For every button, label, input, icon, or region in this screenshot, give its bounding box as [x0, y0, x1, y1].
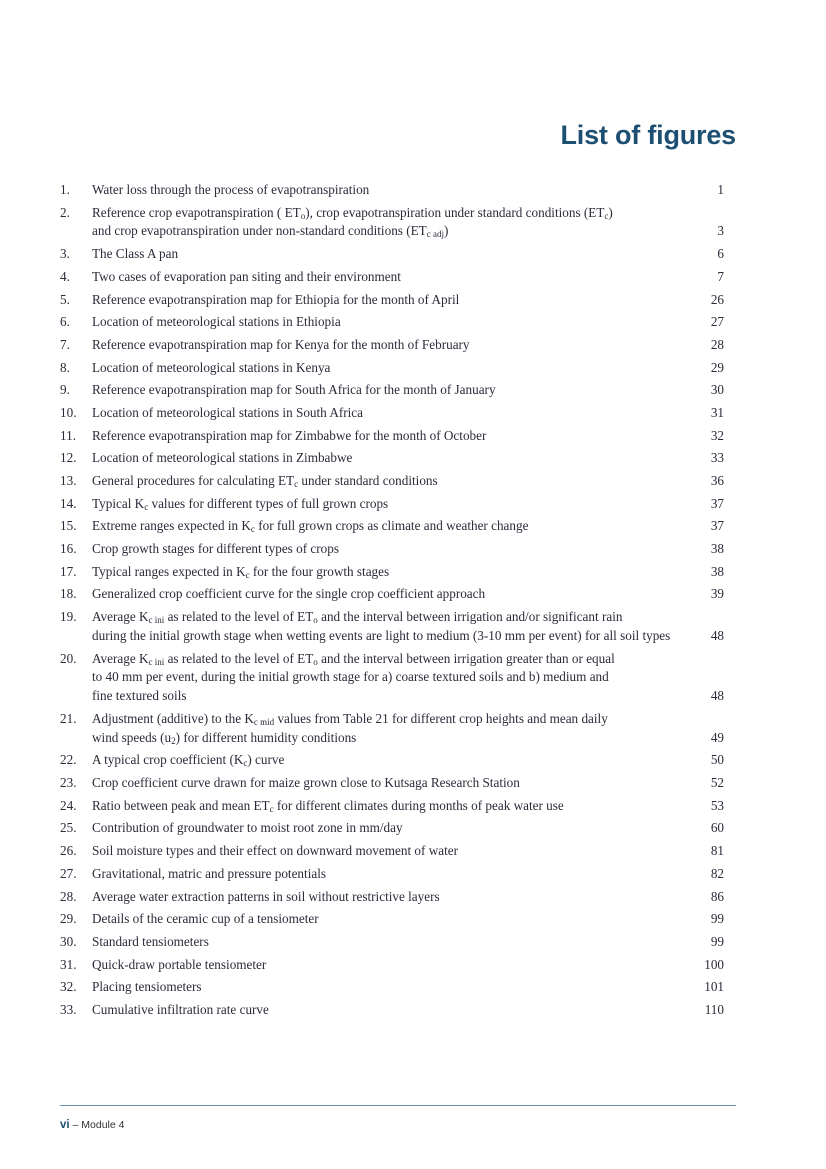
figure-title	[92, 978, 680, 997]
figure-page-number: 48	[710, 627, 724, 643]
figure-title	[92, 336, 680, 355]
figure-number: 3.	[60, 246, 70, 262]
figure-title-line: Cumulative infiltration rate curve	[92, 1001, 269, 1017]
figure-title-line: Location of meteorological stations in Kenya	[92, 359, 331, 375]
figure-number: 12.	[60, 450, 77, 466]
figure-page-number: 101	[704, 979, 724, 995]
figure-number: 25.	[60, 820, 77, 836]
figure-number: 17.	[60, 563, 77, 579]
figure-number: 7.	[60, 336, 70, 352]
figure-entry	[60, 495, 724, 514]
figure-number: 14.	[60, 495, 77, 511]
figure-title	[92, 313, 680, 332]
figure-number: 29.	[60, 911, 77, 927]
figure-title	[92, 563, 680, 582]
figure-title	[92, 427, 680, 446]
figure-title-line: to 40 mm per event, during the initial growth stage for a) coarse textured soils and b) medium and	[92, 669, 609, 685]
figure-page-number: 48	[710, 688, 724, 704]
figure-number: 23.	[60, 775, 77, 791]
figure-page-number: 99	[710, 933, 724, 949]
figure-entry	[60, 313, 724, 332]
figure-title	[92, 842, 680, 861]
figure-title	[92, 472, 680, 491]
figure-title	[92, 865, 680, 884]
figure-title	[92, 245, 680, 264]
figure-number: 28.	[60, 888, 77, 904]
figure-title-line: fine textured soils	[92, 688, 187, 704]
figure-entry	[60, 978, 724, 997]
figure-title-line: Average $K_{c ini}$ as related to the level of $ET_o$ and the interval between irrigation and/or significant rain	[92, 609, 623, 626]
figure-page-number: 37	[710, 518, 724, 534]
figure-page-number: 3	[717, 223, 724, 239]
figure-title	[92, 710, 680, 748]
figure-page-number: 32	[710, 427, 724, 443]
figure-title	[92, 933, 680, 952]
figure-entry	[60, 650, 724, 706]
figure-title	[92, 585, 680, 604]
figure-entry	[60, 751, 724, 770]
figure-title-line: Contribution of groundwater to moist root zone in mm/day	[92, 820, 403, 836]
figure-title	[92, 381, 680, 400]
figure-number: 32.	[60, 979, 77, 995]
figure-entry	[60, 291, 724, 310]
figure-page-number: 86	[710, 888, 724, 904]
figure-entry	[60, 710, 724, 748]
figure-title-line: during the initial growth stage when wetting events are light to medium (3-10 mm per event) for all soil types	[92, 627, 671, 643]
figure-title-line: Reference crop evapotranspiration ( $ET_o$), crop evapotranspiration under standard conditions $(ET_c)$	[92, 204, 613, 221]
figure-page-number: 6	[717, 246, 724, 262]
figure-entry	[60, 381, 724, 400]
figure-entry	[60, 563, 724, 582]
figure-title-line: Placing tensiometers	[92, 979, 202, 995]
figure-number: 9.	[60, 382, 70, 398]
figure-title-line: Adjustment (additive) to the $K_{c mid}$ values from Table 21 for different crop heights and mean daily	[92, 710, 608, 727]
figure-title-line: Reference evapotranspiration map for South Africa for the month of January	[92, 382, 496, 398]
figure-number: 30.	[60, 933, 77, 949]
figure-number: 22.	[60, 752, 77, 768]
page-folio: vi	[60, 1119, 70, 1131]
figure-title-line: A typical crop coefficient $(K_c)$ curve	[92, 752, 285, 769]
figure-title	[92, 204, 680, 242]
figure-number: 2.	[60, 204, 70, 220]
figure-page-number: 60	[710, 820, 724, 836]
figure-page-number: 53	[710, 797, 724, 813]
figure-title-line: Location of meteorological stations in Ethiopia	[92, 314, 341, 330]
figure-title-line: Generalized crop coefficient curve for the single crop coefficient approach	[92, 586, 486, 602]
figure-entry	[60, 774, 724, 793]
figure-title-line: Reference evapotranspiration map for Kenya for the month of February	[92, 336, 470, 352]
figure-title	[92, 650, 680, 706]
figure-number: 1.	[60, 182, 70, 197]
figure-page-number: 39	[710, 586, 724, 602]
figure-number: 5.	[60, 291, 70, 307]
figure-entry	[60, 956, 724, 975]
figure-page-number: 52	[710, 775, 724, 791]
page-footer	[60, 1119, 124, 1131]
figure-title-line: Ratio between peak and mean $ET_c$ for different climates during months of peak water use	[92, 797, 564, 814]
figure-page-number: 30	[710, 382, 724, 398]
figure-title	[92, 404, 680, 423]
figure-number: 15.	[60, 518, 77, 534]
figure-entry	[60, 910, 724, 929]
footer-module: Module 4	[81, 1119, 125, 1131]
figure-title-line: Crop growth stages for different types of crops	[92, 541, 339, 557]
figure-title	[92, 1001, 680, 1020]
figure-title	[92, 888, 680, 907]
figure-title	[92, 291, 680, 310]
figure-entry	[60, 842, 724, 861]
figure-title-line: General procedures for calculating $ET_c$ under standard conditions	[92, 473, 438, 490]
figure-page-number: 7	[717, 268, 724, 284]
figure-title	[92, 910, 680, 929]
figure-title-line: Average $K_{c ini}$ as related to the level of $ET_o$ and the interval between irrigation greater than or equal	[92, 650, 615, 667]
figure-title	[92, 181, 680, 200]
figure-page-number: 1	[717, 182, 724, 197]
figure-title	[92, 797, 680, 816]
figure-title-line: Water loss through the process of evapotranspiration	[92, 182, 370, 197]
figure-title-line: Gravitational, matric and pressure potentials	[92, 865, 327, 881]
figure-number: 33.	[60, 1001, 77, 1017]
figure-entry	[60, 427, 724, 446]
figure-title-line: Typical $K_c$ values for different types of full grown crops	[92, 495, 389, 512]
figure-page-number: 29	[710, 359, 724, 375]
figure-entry	[60, 404, 724, 423]
figure-page-number: 38	[710, 563, 724, 579]
figure-page-number: 33	[710, 450, 724, 466]
figure-entry	[60, 1001, 724, 1020]
figure-number: 26.	[60, 843, 77, 859]
page-title: List of figures	[560, 120, 736, 150]
figure-title-line: Details of the ceramic cup of a tensiometer	[92, 911, 319, 927]
figure-number: 10.	[60, 404, 77, 420]
figure-title-line: The Class A pan	[92, 246, 179, 262]
figure-number: 6.	[60, 314, 70, 330]
figure-title	[92, 819, 680, 838]
footer-separator: –	[72, 1119, 79, 1131]
figure-title	[92, 774, 680, 793]
figure-page-number: 100	[704, 956, 724, 972]
figure-number: 16.	[60, 541, 77, 557]
figure-title-line: Standard tensiometers	[92, 933, 209, 949]
figure-title	[92, 751, 680, 770]
figure-entry	[60, 472, 724, 491]
figure-title	[92, 495, 680, 514]
figure-entry	[60, 181, 724, 200]
figure-entry	[60, 608, 724, 646]
figure-entry	[60, 336, 724, 355]
figure-entry	[60, 268, 724, 287]
figure-page-number: 99	[710, 911, 724, 927]
figure-number: 18.	[60, 586, 77, 602]
figure-title-line: Quick-draw portable tensiometer	[92, 956, 267, 972]
figure-number: 13.	[60, 473, 77, 489]
figure-entry	[60, 517, 724, 536]
figure-page-number: 50	[710, 752, 724, 768]
figure-entry	[60, 797, 724, 816]
figure-entry	[60, 540, 724, 559]
figure-title	[92, 268, 680, 287]
figure-title-line: Location of meteorological stations in Zimbabwe	[92, 450, 353, 466]
figure-list	[60, 181, 724, 1024]
figure-entry	[60, 819, 724, 838]
figure-entry	[60, 888, 724, 907]
figure-entry	[60, 359, 724, 378]
figure-page-number: 28	[710, 336, 724, 352]
figure-title	[92, 956, 680, 975]
figure-number: 21.	[60, 710, 77, 726]
figure-number: 19.	[60, 609, 77, 625]
figure-title-line: Extreme ranges expected in $K_c$ for full grown crops as climate and weather change	[92, 518, 529, 535]
figure-page-number: 31	[710, 404, 724, 420]
figure-page-number: 82	[710, 865, 724, 881]
figure-title-line: Crop coefficient curve drawn for maize grown close to Kutsaga Research Station	[92, 775, 520, 791]
figure-entry	[60, 204, 724, 242]
figure-number: 20.	[60, 650, 77, 666]
figure-page-number: 110	[704, 1001, 724, 1017]
figure-number: 24.	[60, 797, 77, 813]
figure-entry	[60, 585, 724, 604]
figure-page-number: 49	[710, 729, 724, 745]
figure-number: 11.	[60, 427, 76, 443]
figure-title	[92, 449, 680, 468]
figure-page-number: 37	[710, 495, 724, 511]
figure-title-line: Location of meteorological stations in South Africa	[92, 404, 364, 420]
figure-title-line: Average water extraction patterns in soil without restrictive layers	[92, 888, 440, 904]
figure-entry	[60, 245, 724, 264]
figure-title	[92, 517, 680, 536]
footer-rule	[60, 1105, 736, 1106]
figure-title	[92, 540, 680, 559]
figure-title-line: Reference evapotranspiration map for Zimbabwe for the month of October	[92, 427, 487, 443]
figure-page-number: 38	[710, 541, 724, 557]
figure-page-number: 26	[710, 291, 724, 307]
figure-page-number: 27	[710, 314, 724, 330]
figure-number: 27.	[60, 865, 77, 881]
figure-title-line: and crop evapotranspiration under non-standard conditions $(ET_{c adj})$	[92, 223, 449, 240]
figure-entry	[60, 933, 724, 952]
figure-title-line: Soil moisture types and their effect on downward movement of water	[92, 843, 458, 859]
figure-title-line: Two cases of evaporation pan siting and their environment	[92, 268, 401, 284]
figure-title	[92, 359, 680, 378]
figure-title	[92, 608, 680, 646]
figure-title-line: Typical ranges expected in $K_c$ for the four growth stages	[92, 563, 390, 580]
figure-title-line: Reference evapotranspiration map for Ethiopia for the month of April	[92, 291, 460, 307]
figure-entry	[60, 865, 724, 884]
figure-page-number: 36	[710, 473, 724, 489]
figure-title-line: wind speeds $(u_2)$ for different humidity conditions	[92, 729, 357, 746]
figure-number: 4.	[60, 268, 70, 284]
figure-number: 31.	[60, 956, 77, 972]
figure-entry	[60, 449, 724, 468]
figure-number: 8.	[60, 359, 70, 375]
figure-page-number: 81	[710, 843, 724, 859]
